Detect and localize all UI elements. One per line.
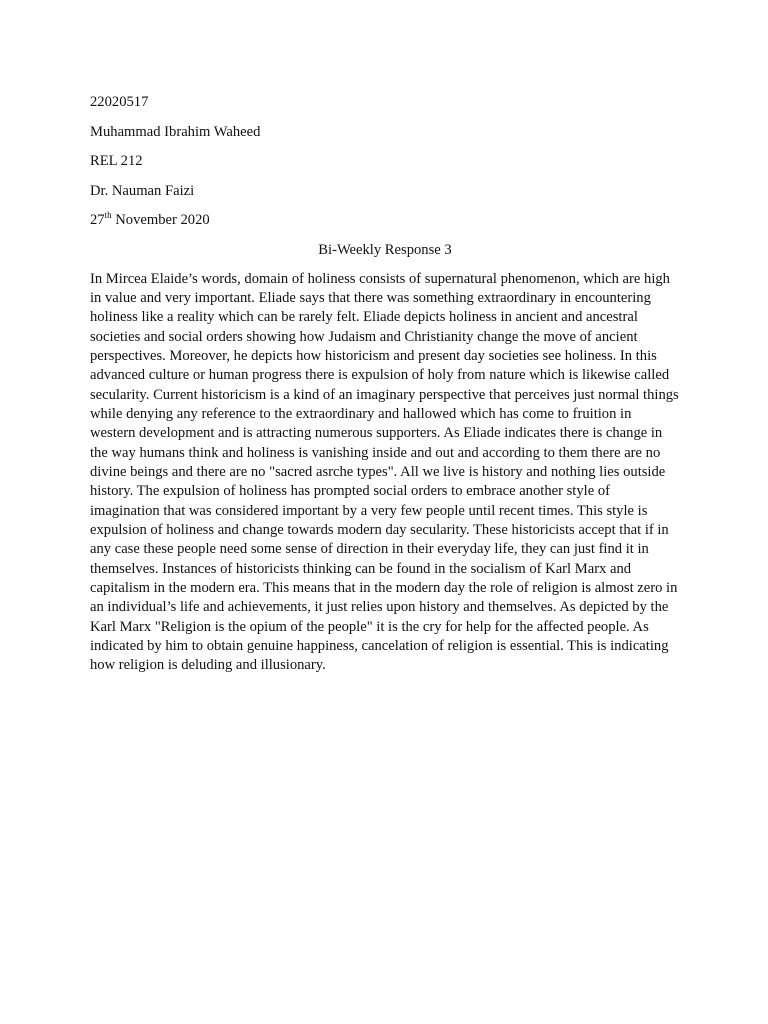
course-code: REL 212 — [90, 153, 143, 169]
document-title: Bi-Weekly Response 3 — [318, 241, 452, 258]
date-ordinal-suffix: th — [104, 210, 112, 221]
instructor-name: Dr. Nauman Faizi — [90, 182, 195, 199]
date-day: 27 — [90, 212, 105, 228]
submission-date — [90, 211, 680, 241]
date-month-year: November 2020 — [111, 212, 210, 228]
student-id: 22020517 — [90, 94, 149, 110]
body-paragraph: In Mircea Elaide’s words, domain of holiness consists of supernatural phenomenon, which are high in value and very important. Eliade says that there was something extraordinary in encountering holiness like a reality which can be rarely felt. Eliade depicts holiness in ancient and ancestral societies and social orders showing how Judaism and Christianity change the move of ancient perspectives. Moreover, he depicts how historicism and present day societies see holiness. In this advanced culture or human progress there is expulsion of holy from nature which is likewise called secularity. Current historicism is a kind of an imaginary perspective that perceives just normal things while denying any reference to the extraordinary and hallowed which has come to fruition in western development and is attracting numerous supporters. As Eliade indicates there is change in the way humans think and holiness is vanishing inside and out and according to them there are no divine beings and there are no "sacred asrche types". All we live is history and nothing lies outside history. The expulsion of holiness has prompted social orders to embrace another style of imagination that was considered important by a very few people until recent times. This style is expulsion of holiness and change towards modern day secularity. These historicists accept that if in any case these people need some sense of direction in their everyday life, they can just find it in themselves. Instances of historicists thinking can be found in the socialism of Karl Marx and capitalism in the modern era. This means that in the modern day the role of religion is almost zero in an individual’s life and achievements, it just relies upon history and themselves. As depicted by the Karl Marx "Religion is the opium of the people" it is the cry for help for the affected people. As indicated by him to obtain genuine happiness, cancelation of religion is essential. This is indicating how religion is deluding and illusionary. — [90, 270, 679, 674]
document-content — [90, 93, 680, 676]
student-name: Muhammad Ibrahim Waheed — [90, 123, 261, 140]
